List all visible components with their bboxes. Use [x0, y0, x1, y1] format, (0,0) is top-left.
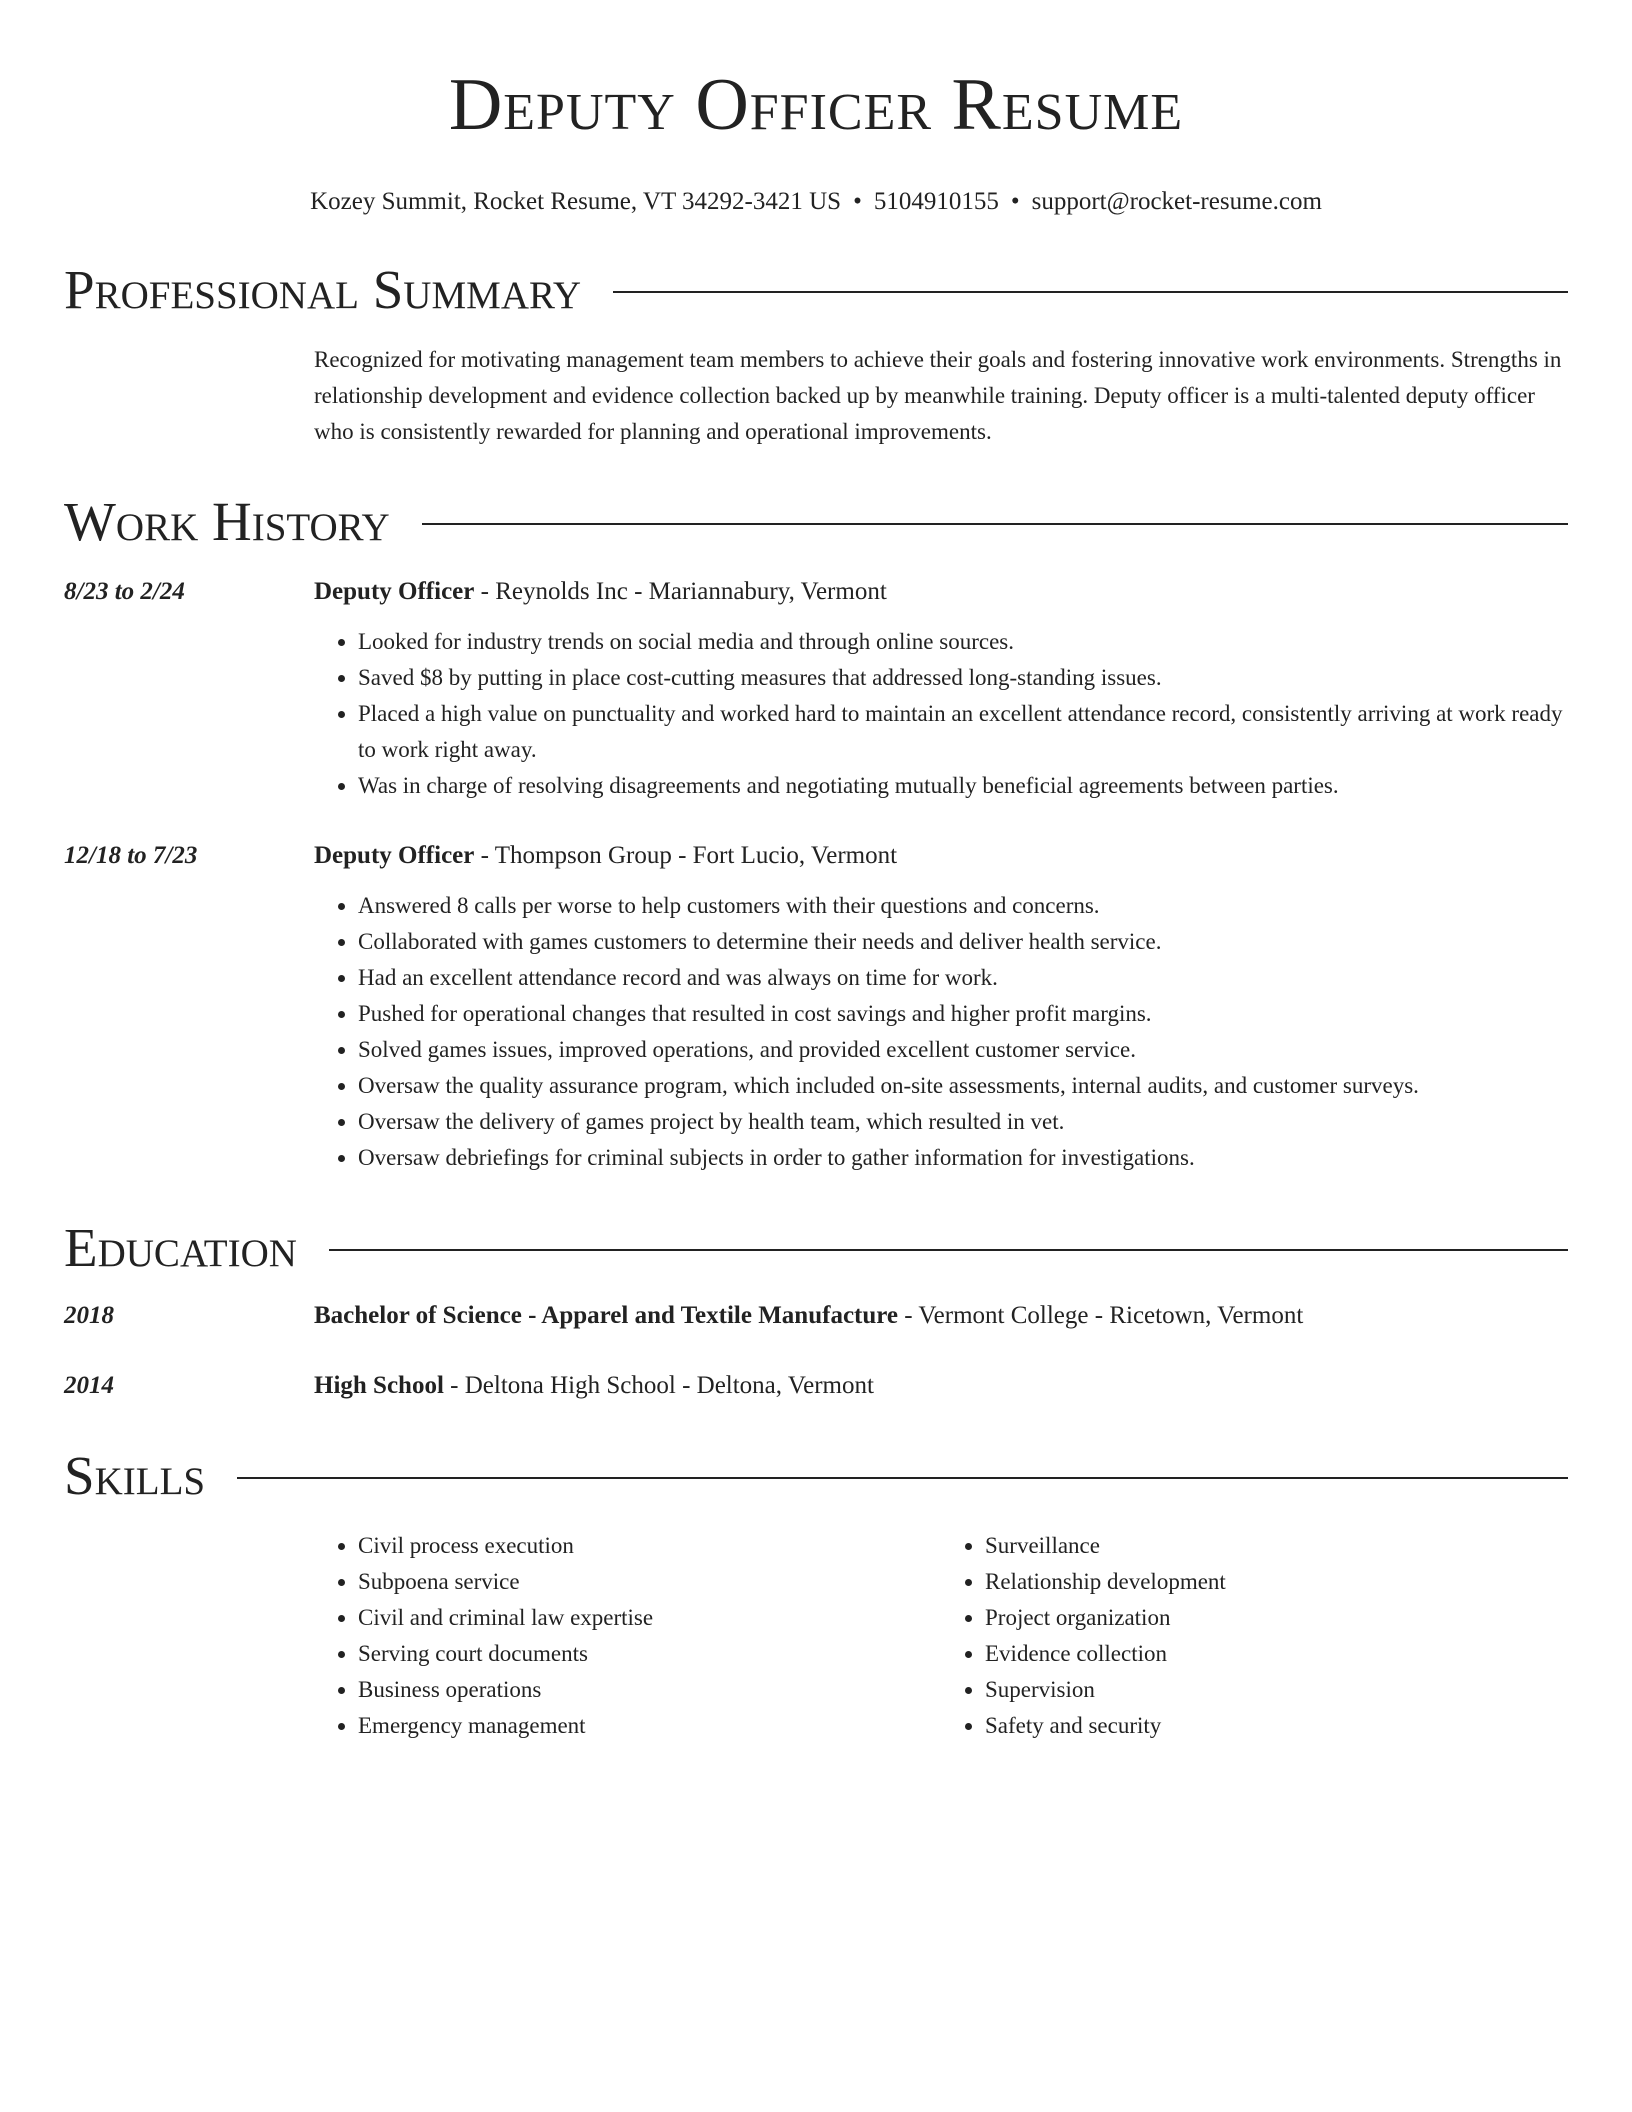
education-year: 2014 [64, 1372, 114, 1399]
contact-address: Kozey Summit, Rocket Resume, VT 34292-3421 US [310, 188, 842, 215]
work-heading: Work History [64, 491, 390, 552]
education-section-header [64, 1216, 1568, 1280]
skills-block [64, 1528, 1568, 1744]
skill-item: • Relationship development [985, 1564, 1568, 1600]
section-divider [237, 1477, 1568, 1479]
summary-left-spacer [64, 342, 314, 450]
job-bullet: • Looked for industry trends on social media and through online sources. [358, 624, 1568, 660]
skill-item: • Business operations [358, 1672, 941, 1708]
section-divider [329, 1249, 1568, 1251]
summary-text: Recognized for motivating management team members to achieve their goals and fostering innovative work environments. Strengths in relationship development and evidence collection backed up by meanwhile training. Deputy officer is a multi-talented deputy officer who is consistently rewarded for planning and operational improvements. [314, 347, 1562, 444]
education-details: - Vermont College - Ricetown, Vermont [898, 1302, 1304, 1329]
job-bullets [314, 888, 1568, 1176]
job-bullet: • Saved $8 by putting in place cost-cutting measures that addressed long-standing issues. [358, 660, 1568, 696]
job-bullet: • Solved games issues, improved operations, and provided excellent customer service. [358, 1032, 1568, 1068]
education-details: - Deltona High School - Deltona, Vermont [443, 1372, 874, 1399]
job-bullet: • Collaborated with games customers to determine their needs and deliver health service. [358, 924, 1568, 960]
education-year: 2018 [64, 1302, 114, 1329]
job-title: Deputy Officer [314, 842, 475, 869]
job-entry [64, 838, 1568, 1176]
contact-phone: 5104910155 [873, 188, 999, 215]
skill-item: • Surveillance [985, 1528, 1568, 1564]
job-bullet: • Pushed for operational changes that resulted in cost savings and higher profit margins. [358, 996, 1568, 1032]
job-bullet: • Oversaw debriefings for criminal subjects in order to gather information for investigations. [358, 1140, 1568, 1176]
contact-line [64, 186, 1568, 218]
skills-left-spacer [64, 1528, 314, 1744]
job-details: - Thompson Group - Fort Lucio, Vermont [474, 842, 898, 869]
skills-section-header [64, 1444, 1568, 1508]
job-dates: 8/23 to 2/24 [64, 578, 185, 605]
job-bullet: • Had an excellent attendance record and was always on time for work. [358, 960, 1568, 996]
job-bullet: • Oversaw the quality assurance program, which included on-site assessments, internal audits, and customer surveys. [358, 1068, 1568, 1104]
summary-heading: Professional Summary [64, 259, 582, 320]
skills-list-left [314, 1528, 941, 1744]
skill-item: • Supervision [985, 1672, 1568, 1708]
job-details: - Reynolds Inc - Mariannabury, Vermont [474, 578, 887, 605]
education-heading-line [314, 1368, 1568, 1404]
job-bullet: • Oversaw the delivery of games project by health team, which resulted in vet. [358, 1104, 1568, 1140]
job-heading [314, 574, 1568, 610]
skill-item: • Civil process execution [358, 1528, 941, 1564]
job-entry [64, 574, 1568, 804]
skill-item: • Emergency management [358, 1708, 941, 1744]
section-divider [422, 523, 1568, 525]
contact-separator: • [1010, 188, 1020, 215]
job-bullet: • Answered 8 calls per worse to help customers with their questions and concerns. [358, 888, 1568, 924]
skill-item: • Project organization [985, 1600, 1568, 1636]
contact-email: support@rocket-resume.com [1031, 188, 1322, 215]
skill-item: • Serving court documents [358, 1636, 941, 1672]
summary-row [64, 342, 1568, 450]
work-section-header [64, 490, 1568, 554]
summary-section-header [64, 258, 1568, 322]
education-degree: High School [314, 1372, 444, 1399]
job-heading [314, 838, 1568, 874]
job-bullet: • Placed a high value on punctuality and worked hard to maintain an excellent attendance record, consistently arriving at work ready to work right away. [358, 696, 1568, 768]
education-entry [64, 1298, 1568, 1334]
skill-item: • Subpoena service [358, 1564, 941, 1600]
education-degree: Bachelor of Science - Apparel and Textile Manufacture [314, 1302, 899, 1329]
skill-item: • Civil and criminal law expertise [358, 1600, 941, 1636]
job-dates: 12/18 to 7/23 [64, 842, 198, 869]
skill-item: • Evidence collection [985, 1636, 1568, 1672]
education-heading: Education [64, 1217, 297, 1278]
education-heading-line [314, 1298, 1568, 1334]
contact-separator: • [853, 188, 862, 215]
skills-columns [314, 1528, 1568, 1744]
section-divider [613, 291, 1568, 293]
job-bullet: • Was in charge of resolving disagreements and negotiating mutually beneficial agreements between parties. [358, 768, 1568, 804]
education-entry [64, 1368, 1568, 1404]
skills-list-right [941, 1528, 1568, 1744]
skill-item: • Safety and security [985, 1708, 1568, 1744]
resume-title: Deputy Officer Resume [448, 64, 1184, 146]
job-title: Deputy Officer [314, 578, 475, 605]
job-bullets [314, 624, 1568, 804]
skills-heading: Skills [64, 1445, 206, 1506]
